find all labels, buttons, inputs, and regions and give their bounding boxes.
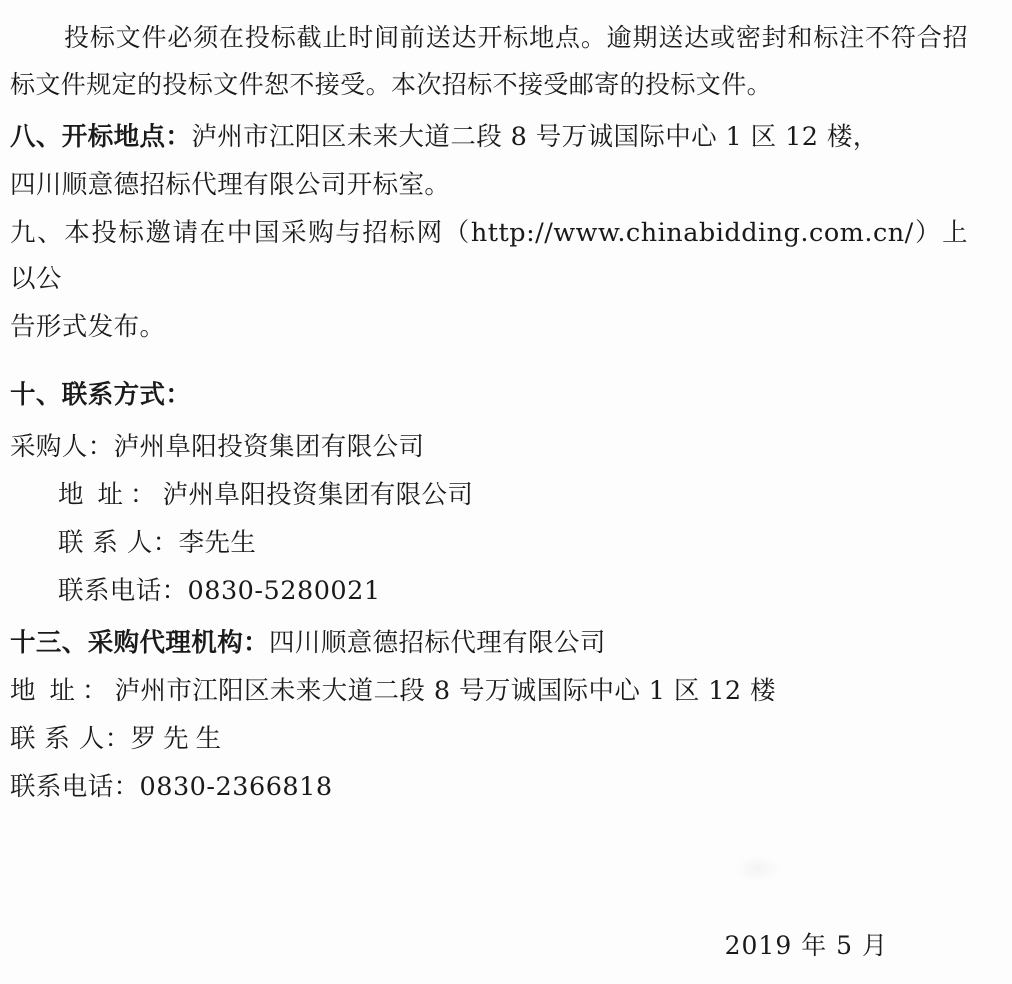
buyer-address-value: 泸州阜阳投资集团有限公司 [162, 480, 474, 510]
paragraph-intro: 投标文件必须在投标截止时间前送达开标地点。逾期送达或密封和标注不符合招标文件规定的投标文件恕不接受。本次招标不接受邮寄的投标文件。 [10, 23, 968, 99]
item-eight-label: 八、开标地点： [10, 122, 192, 152]
buyer-contact-label: 联 系 人： [58, 528, 179, 558]
agency-contact-label: 联 系 人： [10, 724, 131, 754]
agency-contact-value: 罗先生 [130, 724, 229, 754]
agency-contact-row [10, 716, 968, 762]
buyer-phone-value: 0830-5280021 [187, 576, 381, 606]
agency-heading-row [10, 620, 968, 666]
paragraph-item-ten: 十、联系方式： [10, 380, 192, 410]
buyer-contact-row [10, 520, 968, 566]
agency-phone-row [10, 764, 968, 810]
agency-address-label: 地 [10, 676, 50, 706]
paragraph-item-nine [10, 210, 968, 302]
agency-phone-value: 0830-2366818 [139, 772, 333, 802]
agency-phone-label: 联系电话： [10, 772, 140, 802]
buyer-phone-row [10, 568, 968, 614]
buyer-row [10, 424, 968, 470]
document-date: 2019 年 5 月 [724, 931, 888, 960]
buyer-address-row [10, 472, 968, 518]
paragraph-item-eight-cont: 四川顺意德招标代理有限公司开标室。 [10, 170, 451, 200]
item-eight-text: 泸州市江阳区未来大道二段 8 号万诚国际中心 1 区 12 楼， [191, 122, 879, 152]
buyer-phone-label: 联系电话： [58, 576, 188, 606]
buyer-address-label: 地 [58, 480, 98, 510]
paragraph-item-nine-cont: 告形式发布。 [10, 312, 166, 342]
buyer-value: 泸州阜阳投资集团有限公司 [113, 432, 425, 462]
agency-heading-label: 十三、采购代理机构： [10, 628, 270, 658]
paragraph-item-eight [10, 114, 968, 160]
buyer-address-label-2: 址： [97, 480, 163, 510]
agency-heading-value: 四川顺意德招标代理有限公司 [269, 628, 606, 658]
chinabidding-url[interactable]: http://www.chinabidding.com.cn/ [470, 218, 914, 248]
paper-smudge [735, 855, 781, 883]
agency-address-label-2: 址： [49, 676, 115, 706]
agency-address-row [10, 668, 968, 714]
item-nine-text-after: ）上以公 [10, 218, 968, 294]
agency-address-value: 泸州市江阳区未来大道二段 8 号万诚国际中心 1 区 12 楼 [114, 676, 776, 706]
buyer-label: 采购人： [10, 432, 114, 462]
buyer-contact-value: 李先生 [178, 528, 257, 558]
item-nine-text-before: 九、本投标邀请在中国采购与招标网（ [10, 218, 471, 248]
